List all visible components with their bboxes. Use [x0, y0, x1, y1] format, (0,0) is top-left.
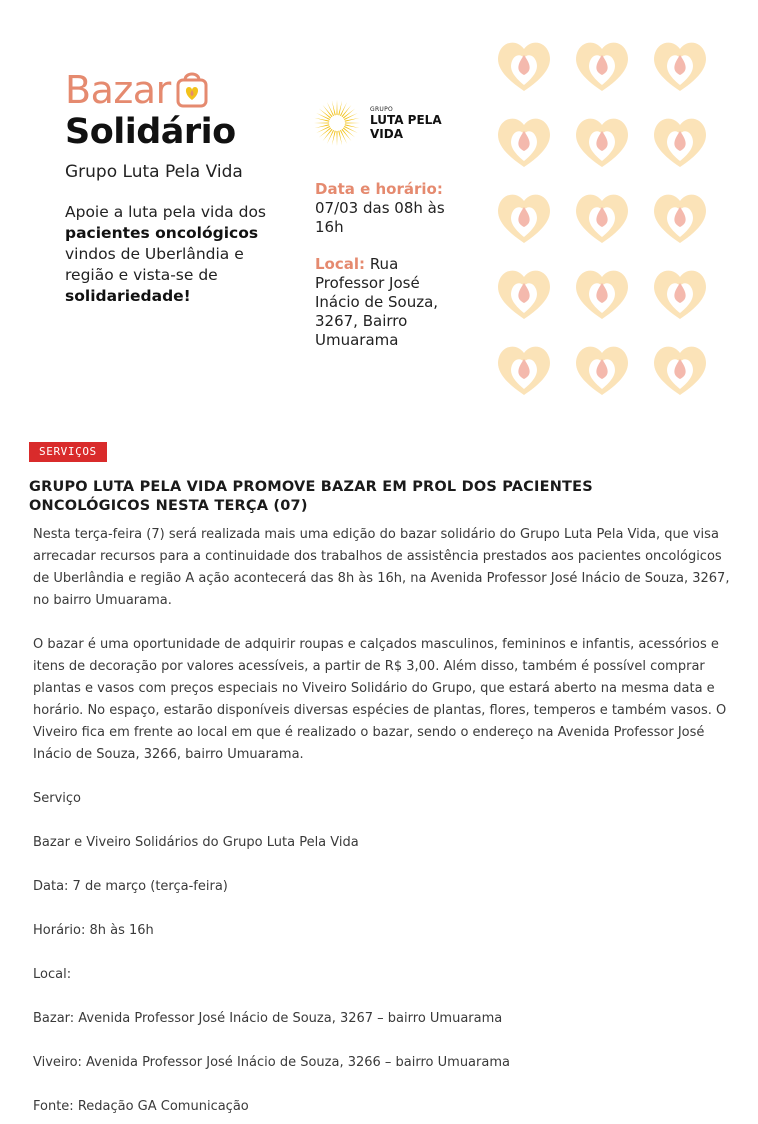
banner-appeal-part1: Apoie a luta pela vida dos	[65, 203, 267, 221]
heart-drop-icon	[571, 35, 633, 102]
heart-drop-icon	[493, 111, 555, 178]
service-local: Local:	[33, 967, 72, 982]
heart-drop-icon	[571, 187, 633, 254]
banner-event-info	[315, 180, 465, 350]
heart-drop-icon	[649, 263, 711, 330]
article-paragraph-1: Nesta terça-feira (7) será realizada mais uma edição do bazar solidário do Grupo Luta Pela Vida, que visa arrecadar recursos para a continuidade dos trabalhos de assistência prestados aos pacientes oncológicos de Uberlândia e região A ação acontecerá das 8h às 16h, na Avenida Professor José Inácio de Souza, 3267, no bairro Umuarama.	[33, 527, 730, 608]
shopping-bag-heart-icon	[175, 68, 209, 108]
logo-text	[370, 106, 442, 141]
service-heading: Serviço	[33, 791, 82, 806]
service-time: Horário: 8h às 16h	[33, 923, 154, 938]
heart-drop-icon	[649, 339, 711, 406]
heart-drop-icon	[649, 35, 711, 102]
service-viveiro-address: Viveiro: Avenida Professor José Inácio de Souza, 3266 – bairro Umuarama	[33, 1055, 510, 1070]
banner-title-row	[65, 68, 305, 110]
banner-date-label: Data e horário:	[315, 180, 443, 198]
banner-solidario-word: Solidário	[65, 112, 236, 152]
banner-text-block	[65, 68, 305, 307]
banner-appeal-bold2: solidariedade!	[65, 287, 191, 305]
heart-drop-icon	[493, 35, 555, 102]
heart-drop-icon	[649, 187, 711, 254]
banner-appeal-bold1: pacientes oncológicos	[65, 224, 259, 242]
service-name: Bazar e Viveiro Solidários do Grupo Luta Pela Vida	[33, 835, 359, 850]
banner-appeal-text	[65, 202, 297, 307]
logo-line1: LUTA PELA	[370, 112, 442, 127]
luta-pela-vida-logo	[312, 98, 442, 148]
sun-logo-icon	[312, 98, 362, 148]
heart-drop-icon	[493, 263, 555, 330]
bazar-banner-image	[33, 30, 719, 408]
banner-local-value: Rua Professor José Inácio de Souza, 3267, Bairro Umuarama	[315, 255, 439, 349]
article-body	[33, 524, 733, 1118]
logo-line2: VIDA	[370, 126, 403, 141]
heart-drop-icon	[571, 263, 633, 330]
service-date: Data: 7 de março (terça-feira)	[33, 879, 228, 894]
heart-drop-icon	[571, 339, 633, 406]
heart-pattern	[485, 30, 719, 408]
heart-drop-icon	[493, 187, 555, 254]
banner-local-label: Local:	[315, 255, 366, 273]
article-headline: GRUPO LUTA PELA VIDA PROMOVE BAZAR EM PROL DOS PACIENTES ONCOLÓGICOS NESTA TERÇA (07)	[29, 479, 593, 514]
banner-date-value: 07/03 das 08h às 16h	[315, 199, 445, 236]
article-source: Fonte: Redação GA Comunicação	[33, 1099, 249, 1114]
category-tag[interactable]: SERVIÇOS	[29, 442, 107, 462]
banner-appeal-part2: vindos de Uberlândia e região e vista-se de	[65, 245, 244, 284]
heart-drop-icon	[571, 111, 633, 178]
service-bazar-address: Bazar: Avenida Professor José Inácio de Souza, 3267 – bairro Umuarama	[33, 1011, 503, 1026]
heart-drop-icon	[493, 339, 555, 406]
article-paragraph-2: O bazar é uma oportunidade de adquirir roupas e calçados masculinos, femininos e infantis, acessórios e itens de decoração por valores acessíveis, a partir de R$ 3,00. Além disso, também é possível comprar plantas e vasos com preços especiais no Viveiro Solidário do Grupo, que estará aberto na mesma data e horário. No espaço, estarão disponíveis diversas espécies de plantas, flores, temperos e também vasos. O Viveiro fica em frente ao local em que é realizado o bazar, sendo o endereço na Avenida Professor José Inácio de Souza, 3266, bairro Umuarama.	[33, 637, 727, 762]
banner-bazar-word: Bazar	[65, 68, 171, 112]
logo-small-text: GRUPO	[370, 105, 394, 113]
banner-group-subtitle: Grupo Luta Pela Vida	[65, 162, 243, 182]
heart-drop-icon	[649, 111, 711, 178]
